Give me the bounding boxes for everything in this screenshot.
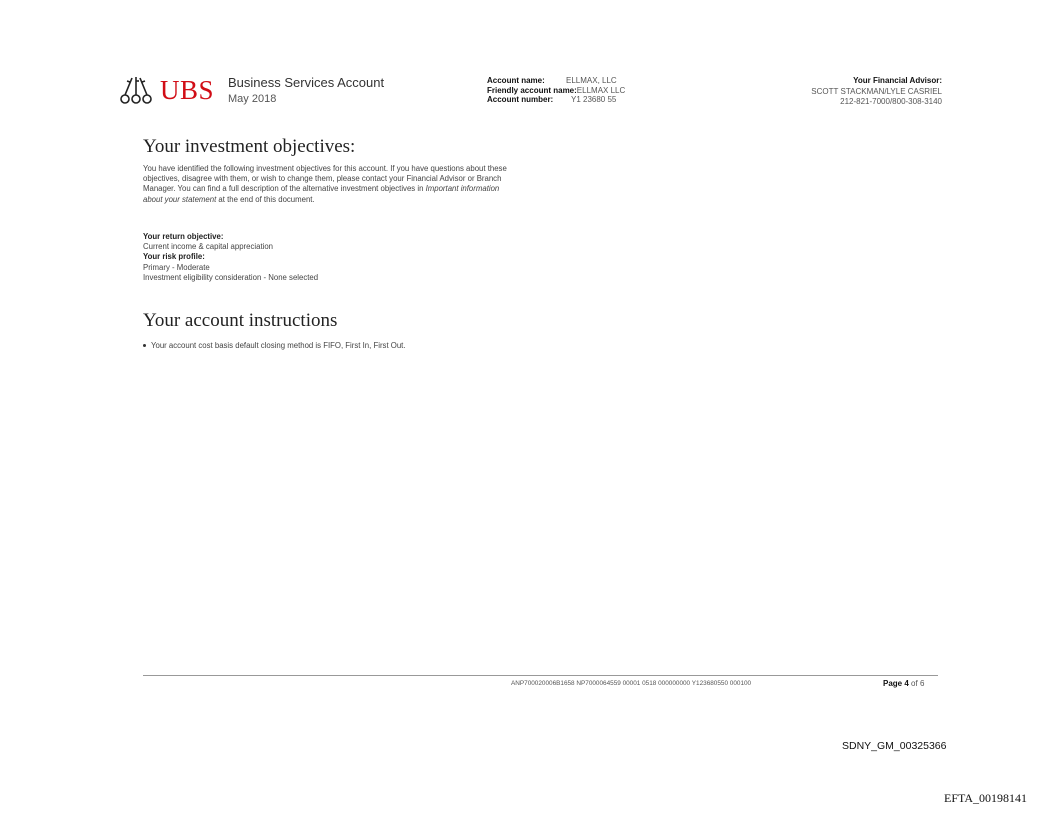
advisor-label: Your Financial Advisor: [853,76,942,85]
friendly-name-label: Friendly account name: [487,85,577,95]
account-info [487,76,625,105]
investment-objectives-heading: Your investment objectives: [143,136,356,157]
account-number-label: Account number: [487,95,554,104]
friendly-name-value: ELLMAX LLC [576,85,626,95]
ubs-logo [116,74,214,106]
document-title: Business Services Account [228,75,385,90]
friendly-name-row [487,86,625,96]
page-number [883,679,924,688]
ubs-keys-icon [116,74,156,106]
instruction-item [143,341,406,350]
statement-date: May 2018 [228,93,277,105]
account-number-value: Y1 23680 55 [571,95,617,104]
account-name-value: ELLMAX, LLC [566,76,617,85]
objectives-intro [143,164,513,205]
risk-profile-value: Primary - Moderate [143,262,210,272]
objectives-details [143,232,513,283]
footer-barcode-text: ANP700020006B1658 NP7000064559 00001 0518 000000000 Y123680550 000100 [511,680,752,687]
advisor-phone: 212-821-7000/800-308-3140 [840,97,942,106]
bullet-icon [143,344,146,347]
logo-wordmark: UBS [160,74,215,105]
advisor-names: SCOTT STACKMAN/LYLE CASRIEL [811,86,942,96]
account-number-row [487,95,625,105]
page-current: 4 [904,679,909,688]
instruction-text: Your account cost basis default closing method is FIFO, First In, First Out. [151,341,406,350]
efta-number: EFTA_00198141 [944,791,1028,805]
page-total: 6 [919,679,925,688]
important-info-reference: Important information about your statement [143,184,500,204]
return-objective-value: Current income & capital appreciation [143,242,274,252]
account-name-label: Account name: [487,76,545,85]
bates-number: SDNY_GM_00325366 [842,740,947,752]
risk-profile-label: Your risk profile: [143,252,205,262]
eligibility-consideration: Investment eligibility consideration - None selected [143,272,319,282]
account-name-row [487,76,625,86]
intro-text-2: at the end of this document. [216,194,315,204]
intro-text-1: You have identified the following investment objectives for this account. If you have questions about these objectives, disagree with them, or wish to change them, please contact your Financial Advisor or Branch Manager. You can find a full description of the alternative investment objectives in [143,164,507,194]
financial-advisor [811,76,942,108]
page-word: Page [883,679,903,688]
page-of: of [911,679,918,688]
footer-divider [143,675,938,676]
return-objective-label: Your return objective: [143,232,224,241]
account-instructions-heading: Your account instructions [143,310,338,331]
